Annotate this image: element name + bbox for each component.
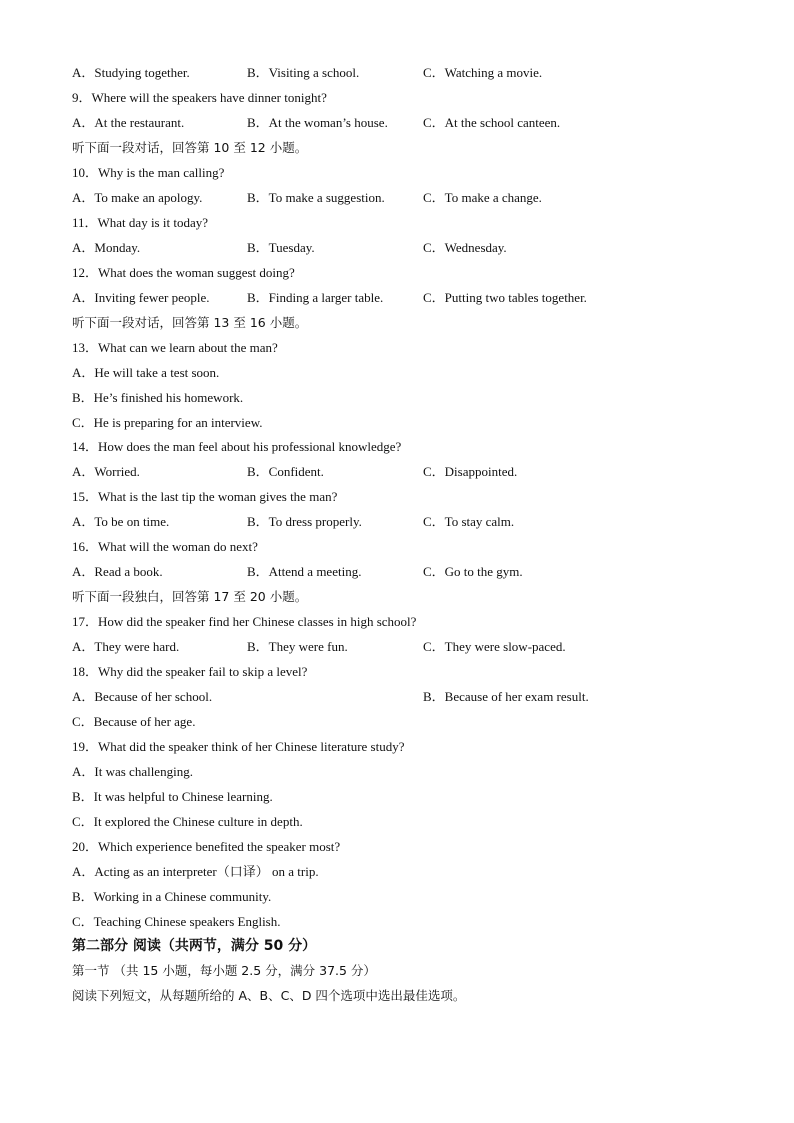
q8-option-a: A．Studying together.	[72, 65, 190, 80]
q12-option-a: A．Inviting fewer people.	[72, 290, 210, 305]
q8-option-c: C．Watching a movie.	[423, 65, 543, 80]
q12-option-b: B．Finding a larger table.	[247, 290, 384, 305]
q18-option-b: B．Because of her exam result.	[423, 689, 589, 704]
q16-option-b: B．Attend a meeting.	[247, 564, 362, 579]
q19-question: 19．What did the speaker think of her Chinese literature study?	[72, 739, 405, 754]
q17-option-b: B．They were fun.	[247, 639, 348, 654]
q12-option-c: C．Putting two tables together.	[423, 290, 587, 305]
q9-option-b: B．At the woman’s house.	[247, 115, 388, 130]
q13-option-a: A．He will take a test soon.	[72, 365, 220, 380]
q20-option-c: C．Teaching Chinese speakers English.	[72, 914, 281, 929]
q17-option-c: C．They were slow-paced.	[423, 639, 566, 654]
q14-question: 14．How does the man feel about his professional knowledge?	[72, 439, 402, 454]
q18-option-c: C．Because of her age.	[72, 714, 196, 729]
q13-question: 13．What can we learn about the man?	[72, 340, 278, 355]
q11-question: 11．What day is it today?	[72, 215, 208, 230]
q8-option-b: B．Visiting a school.	[247, 65, 360, 80]
q10-question: 10．Why is the man calling?	[72, 165, 225, 180]
q13-option-b: B．He’s finished his homework.	[72, 390, 244, 405]
part2-title: 第二部分 阅读（共两节，满分 50 分）	[72, 938, 317, 954]
q20-option-b: B．Working in a Chinese community.	[72, 889, 272, 904]
q15-option-b: B．To dress properly.	[247, 514, 362, 529]
q9-option-a: A．At the restaurant.	[72, 115, 185, 130]
part2-section1-heading: 第一节 （共 15 小题，每小题 2.5 分，满分 37.5 分）	[72, 963, 376, 978]
q15-question: 15．What is the last tip the woman gives the man?	[72, 489, 338, 504]
q11-option-a: A．Monday.	[72, 240, 141, 255]
q9-question: 9．Where will the speakers have dinner tonight?	[72, 90, 327, 105]
q18-question: 18．Why did the speaker fail to skip a level?	[72, 664, 308, 679]
instruction-10-12: 听下面一段对话，回答第 10 至 12 小题。	[72, 140, 308, 155]
instruction-13-16: 听下面一段对话，回答第 13 至 16 小题。	[72, 315, 308, 330]
q10-option-a: A．To make an apology.	[72, 190, 203, 205]
q19-option-c: C．It explored the Chinese culture in depth.	[72, 814, 303, 829]
q16-option-a: A．Read a book.	[72, 564, 163, 579]
q10-option-b: B．To make a suggestion.	[247, 190, 385, 205]
q19-option-b: B．It was helpful to Chinese learning.	[72, 789, 273, 804]
q20-option-a: A．Acting as an interpreter（口译） on a trip.	[72, 864, 319, 879]
instruction-17-20: 听下面一段独白，回答第 17 至 20 小题。	[72, 589, 308, 604]
q17-question: 17．How did the speaker find her Chinese classes in high school?	[72, 614, 417, 629]
q17-option-a: A．They were hard.	[72, 639, 180, 654]
part2-instruction: 阅读下列短文，从每题所给的 A、B、C、D 四个选项中选出最佳选项。	[72, 988, 466, 1003]
q10-option-c: C．To make a change.	[423, 190, 542, 205]
q11-option-c: C．Wednesday.	[423, 240, 507, 255]
q15-option-a: A．To be on time.	[72, 514, 170, 529]
q14-option-c: C．Disappointed.	[423, 464, 518, 479]
q16-option-c: C．Go to the gym.	[423, 564, 523, 579]
q14-option-b: B．Confident.	[247, 464, 324, 479]
q15-option-c: C．To stay calm.	[423, 514, 515, 529]
q20-question: 20．Which experience benefited the speaker most?	[72, 839, 341, 854]
q16-question: 16．What will the woman do next?	[72, 539, 258, 554]
q9-option-c: C．At the school canteen.	[423, 115, 561, 130]
q19-option-a: A．It was challenging.	[72, 764, 193, 779]
q18-option-a: A．Because of her school.	[72, 689, 213, 704]
q12-question: 12．What does the woman suggest doing?	[72, 265, 295, 280]
q13-option-c: C．He is preparing for an interview.	[72, 415, 263, 430]
q11-option-b: B．Tuesday.	[247, 240, 315, 255]
q14-option-a: A．Worried.	[72, 464, 140, 479]
